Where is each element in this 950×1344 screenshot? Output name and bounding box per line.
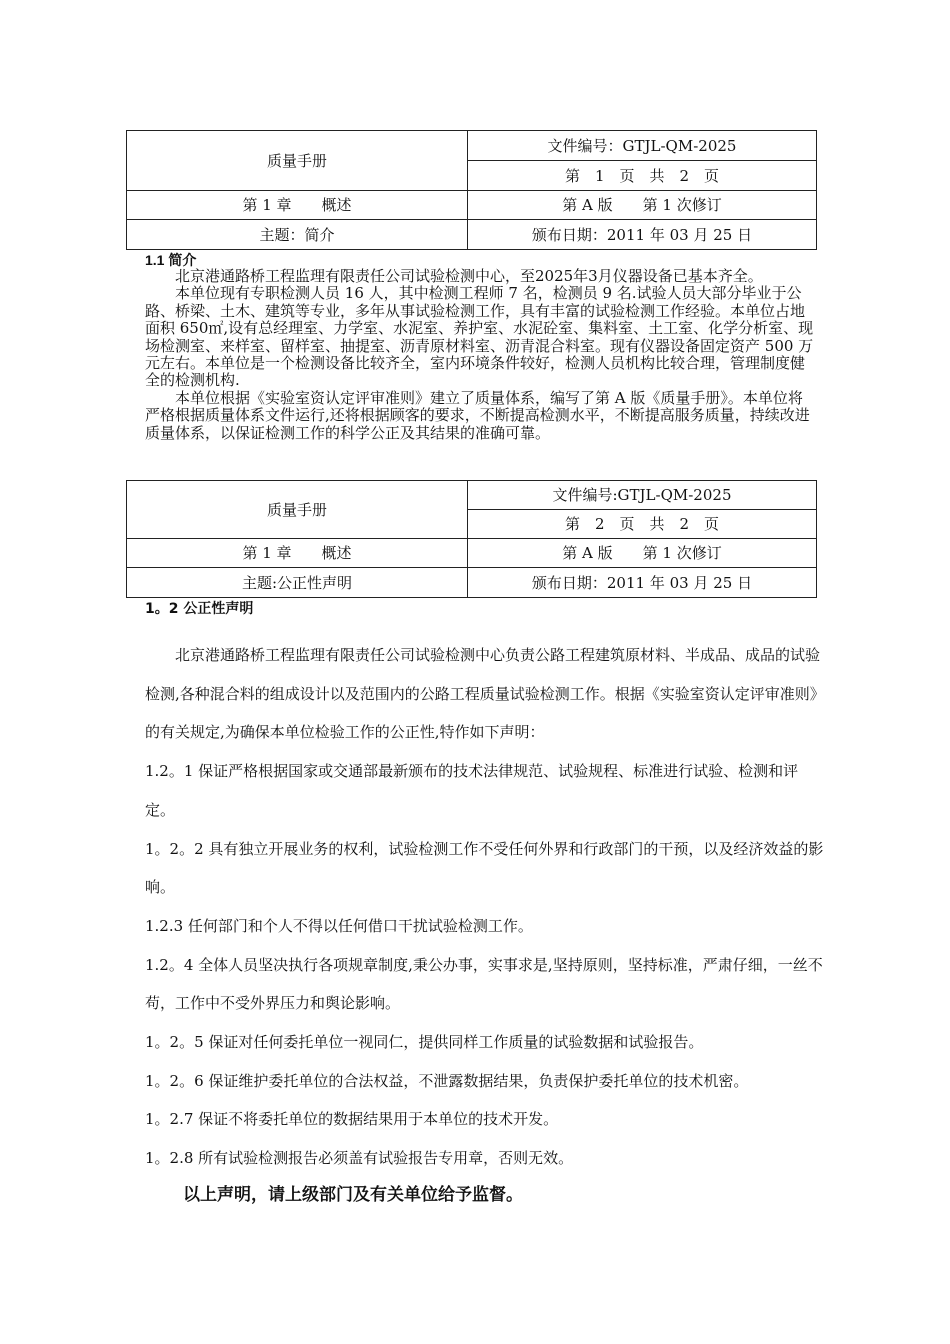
chapter: 第 1 章 概述 [127, 539, 468, 568]
statement-item: 1。2.8 所有试验检测报告必须盖有试验报告专用章，否则无效。 [145, 1149, 574, 1168]
paragraph: 本单位根据《实验室资认定评审准则》建立了质量体系，编写了第 A 版《质量手册》。本单位将严格根据质量体系文件运行,还将根据顾客的要求，不断提高检测水平，不断提高服务质量，持续改进质量体系，以保证检测工作的科学公正及其结果的准确可靠。 [145, 388, 810, 442]
doc-number: 文件编号:GTJL-QM-2025 [468, 481, 817, 510]
chapter: 第 1 章 概述 [127, 191, 468, 220]
paragraph: 北京港通路桥工程监理有限责任公司试验检测中心，至2025年3月仪器设备已基本齐全。 [175, 267, 763, 285]
section-1-title: 1.1 简介 [145, 252, 197, 268]
doc-number: 文件编号：GTJL-QM-2025 [468, 131, 817, 161]
edition: 第 A 版 第 1 次修订 [468, 539, 817, 568]
header-table-page-2 [126, 480, 817, 598]
closing-statement: 以上声明，请上级部门及有关单位给予监督。 [183, 1185, 523, 1205]
paragraph: 北京港通路桥工程监理有限责任公司试验检测中心负责公路工程建筑原材料、半成品、成品的试验检测,各种混合料的组成设计以及范围内的公路工程质量试验检测工作。根据《实验室资认定评审准则》的有关规定,为确保本单位检验工作的公正性,特作如下声明： [145, 646, 825, 742]
section-2-body [145, 636, 825, 1178]
statement-item: 1。2。5 保证对任何委托单位一视同仁，提供同样工作质量的试验数据和试验报告。 [145, 1033, 704, 1052]
section-2-title: 1。2 公正性声明 [145, 601, 254, 617]
edition: 第 A 版 第 1 次修订 [468, 191, 817, 220]
subject: 主题：简介 [127, 220, 468, 250]
statement-item: 1。2。6 保证维护委托单位的合法权益，不泄露数据结果，负责保护委托单位的技术机密。 [145, 1071, 749, 1090]
statement-item: 1。2.7 保证不将委托单位的数据结果用于本单位的技术开发。 [145, 1110, 559, 1129]
manual-title: 质量手册 [127, 131, 468, 191]
header-table-page-1 [126, 130, 817, 250]
paragraph: 本单位现有专职检测人员 16 人，其中检测工程师 7 名，检测员 9 名.试验人员大部分毕业于公路、桥梁、土木、建筑等专业，多年从事试验检测工作，具有丰富的试验检测工作经验。本单位占地面积 650㎡,设有总经理室、力学室、水泥室、养护室、水泥砼室、集料室、土工室、化学分析室、现场检测室、来样室、留样室、抽提室、沥青原材料室、沥青混合料室。现有仪器设备固定资产 500 万元左右。本单位是一个检测设备比较齐全，室内环境条件较好，检测人员机构比较合理，管理制度健全的检测机构. [145, 284, 814, 390]
issue-date: 颁布日期：2011 年 03 月 25 日 [468, 568, 817, 598]
statement-item: 1.2。4 全体人员坚决执行各项规章制度,秉公办事，实事求是,坚持原则，坚持标准，严肃仔细，一丝不苟，工作中不受外界压力和舆论影响。 [145, 955, 823, 1013]
statement-item: 1.2.3 任何部门和个人不得以任何借口干扰试验检测工作。 [145, 916, 533, 935]
issue-date: 颁布日期：2011 年 03 月 25 日 [468, 220, 817, 250]
statement-item: 1.2。1 保证严格根据国家或交通部最新颁布的技术法律规范、试验规程、标准进行试验、检测和评定。 [145, 762, 799, 819]
subject: 主题:公正性声明 [127, 568, 468, 598]
statement-item: 1。2。2 具有独立开展业务的权利，试验检测工作不受任何外界和行政部门的干预，以及经济效益的影响。 [145, 839, 824, 897]
page-info: 第 1 页 共 2 页 [468, 161, 817, 191]
manual-title: 质量手册 [127, 481, 468, 539]
page-info: 第 2 页 共 2 页 [468, 510, 817, 539]
section-1-body [145, 268, 815, 442]
